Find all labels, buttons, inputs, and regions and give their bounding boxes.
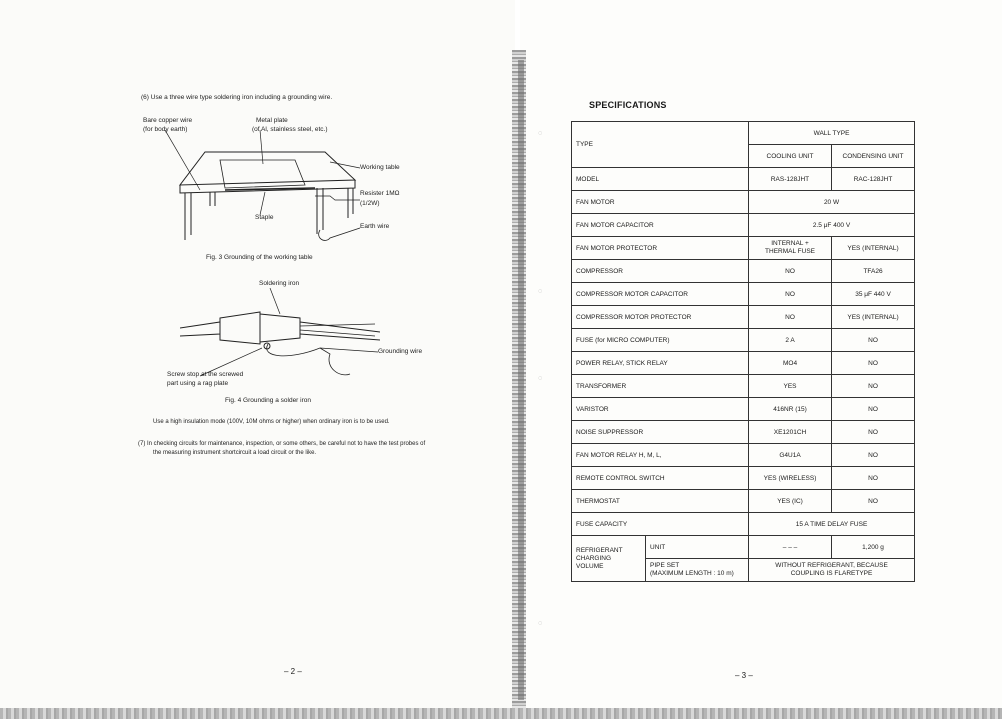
- table-row: [572, 191, 915, 214]
- fig3-label-resistor: Resister 1MΩ: [360, 190, 400, 197]
- fig3-label-metal-type: (of Al, stainless steel, etc.): [252, 126, 328, 133]
- fig3-label-body-earth: (for body earth): [143, 126, 188, 133]
- item-7-line-1: (7) In checking circuits for maintenance, inspection, or some others, be careful not to have the test probes of: [138, 441, 426, 447]
- table-row: [572, 467, 915, 490]
- header-wall-type: WALL TYPE: [749, 122, 915, 145]
- cell-line: INTERNAL +: [771, 240, 809, 247]
- item-7-line-2: the measuring instrument shortcircuit a load circuit or the like.: [153, 450, 317, 456]
- cell-condensing: NO: [832, 352, 915, 375]
- cell-condensing: YES (INTERNAL): [832, 237, 915, 260]
- row-label: FUSE CAPACITY: [572, 513, 749, 536]
- header-cooling-unit: COOLING UNIT: [749, 145, 832, 168]
- book-gutter-shadow: [518, 60, 524, 700]
- cell-condensing: YES (INTERNAL): [832, 306, 915, 329]
- table-row: [572, 306, 915, 329]
- header-type: TYPE: [572, 122, 749, 168]
- row-label: COMPRESSOR: [572, 260, 749, 283]
- binding-hole-mark: ◌: [538, 288, 543, 295]
- table-row: [572, 329, 915, 352]
- fig3-label-staple: Staple: [255, 214, 274, 221]
- cell-condensing: TFA26: [832, 260, 915, 283]
- fig4-soldering-iron-drawing: [180, 288, 380, 388]
- table-row: [572, 444, 915, 467]
- table-row: [572, 375, 915, 398]
- cell-cooling: NO: [749, 283, 832, 306]
- cell-cooling: 2 A: [749, 329, 832, 352]
- cell-line: (MAXIMUM LENGTH : 10 m): [650, 570, 734, 577]
- fig4-label-soldering-iron: Soldering iron: [259, 280, 300, 287]
- row-label: NOISE SUPPRESSOR: [572, 421, 749, 444]
- row-label: FUSE (for MICRO COMPUTER): [572, 329, 749, 352]
- cell-condensing: NO: [832, 444, 915, 467]
- cell-cooling: 416NR (15): [749, 398, 832, 421]
- row-label: MODEL: [572, 168, 749, 191]
- row-label: FAN MOTOR: [572, 191, 749, 214]
- cell-cooling: YES: [749, 375, 832, 398]
- fig3-caption: Fig. 3 Grounding of the working table: [206, 254, 313, 261]
- fig3-label-working-table: Working table: [360, 164, 400, 171]
- cell-line: CHARGING: [576, 554, 612, 562]
- header-condensing-unit: CONDENSING UNIT: [832, 145, 915, 168]
- row-label: THERMOSTAT: [572, 490, 749, 513]
- fig4-label-screw-stop: Screw stop at the screwed: [167, 371, 244, 378]
- cell-condensing: NO: [832, 467, 915, 490]
- cell-condensing: 1,200 g: [832, 536, 915, 559]
- item-6-text: (6) Use a three wire type soldering iron including a grounding wire.: [141, 94, 333, 101]
- fig3-label-resistor-watt: (1/2W): [360, 200, 380, 207]
- cell-cooling: RAS-128JHT: [749, 168, 832, 191]
- cell-cooling: [749, 237, 832, 260]
- cell-condensing: 35 μF 440 V: [832, 283, 915, 306]
- table-row: [572, 421, 915, 444]
- fig3-working-table-drawing: [165, 130, 365, 250]
- insulation-note: Use a high insulation mode (100V, 10M ohms or higher) when ordinary iron is to be used.: [153, 419, 390, 425]
- cell-cooling: – – –: [749, 536, 832, 559]
- table-row: [572, 283, 915, 306]
- cell-cooling: YES (WIRELESS): [749, 467, 832, 490]
- table-row: [572, 122, 915, 145]
- table-row: [572, 237, 915, 260]
- cell-condensing: NO: [832, 398, 915, 421]
- cell-condensing: NO: [832, 375, 915, 398]
- table-row: [572, 168, 915, 191]
- cell-cooling: MO4: [749, 352, 832, 375]
- fig4-label-grounding-wire: Grounding wire: [378, 348, 423, 355]
- right-page-number: – 3 –: [735, 671, 753, 680]
- specifications-table: [571, 121, 915, 582]
- binding-hole-mark: ◌: [538, 620, 543, 627]
- row-label: VARISTOR: [572, 398, 749, 421]
- table-row: [572, 513, 915, 536]
- cell-line: REFRIGERANT: [576, 546, 623, 554]
- fig4-label-rag-plate: part using a rag plate: [167, 380, 229, 387]
- row-label: FAN MOTOR RELAY H, M, L,: [572, 444, 749, 467]
- cell-merged: [749, 559, 915, 582]
- table-row: [572, 260, 915, 283]
- table-row: [572, 398, 915, 421]
- table-row: [572, 536, 915, 559]
- refrigerant-unit-label: UNIT: [646, 536, 749, 559]
- fig3-label-earth-wire: Earth wire: [360, 223, 390, 230]
- cell-merged: 2.5 μF 400 V: [749, 214, 915, 237]
- fig4-caption: Fig. 4 Grounding a solder iron: [225, 397, 311, 404]
- refrigerant-label: [572, 536, 646, 582]
- cell-line: WITHOUT REFRIGERANT, BECAUSE: [775, 562, 888, 569]
- row-label: FAN MOTOR PROTECTOR: [572, 237, 749, 260]
- row-label: TRANSFORMER: [572, 375, 749, 398]
- cell-cooling: NO: [749, 260, 832, 283]
- cell-condensing: NO: [832, 329, 915, 352]
- table-row: [572, 214, 915, 237]
- binding-hole-mark: ◌: [538, 130, 543, 137]
- specifications-title: SPECIFICATIONS: [589, 100, 667, 110]
- cell-line: COUPLING IS FLARETYPE: [790, 570, 873, 577]
- left-page-number: – 2 –: [284, 667, 302, 676]
- cell-cooling: NO: [749, 306, 832, 329]
- scan-edge-strip: [0, 708, 1002, 719]
- row-label: REMOTE CONTROL SWITCH: [572, 467, 749, 490]
- row-label: COMPRESSOR MOTOR PROTECTOR: [572, 306, 749, 329]
- row-label: COMPRESSOR MOTOR CAPACITOR: [572, 283, 749, 306]
- cell-line: THERMAL FUSE: [765, 248, 815, 255]
- cell-condensing: NO: [832, 490, 915, 513]
- row-label: POWER RELAY, STICK RELAY: [572, 352, 749, 375]
- cell-merged: 20 W: [749, 191, 915, 214]
- fig3-label-bare-copper: Bare copper wire: [143, 117, 193, 124]
- table-row: [572, 352, 915, 375]
- cell-condensing: NO: [832, 421, 915, 444]
- cell-cooling: YES (IC): [749, 490, 832, 513]
- cell-merged: 15 A TIME DELAY FUSE: [749, 513, 915, 536]
- row-label: FAN MOTOR CAPACITOR: [572, 214, 749, 237]
- cell-cooling: XE1201CH: [749, 421, 832, 444]
- cell-line: PIPE SET: [650, 562, 680, 569]
- cell-cooling: G4U1A: [749, 444, 832, 467]
- fig3-label-metal-plate: Metal plate: [256, 117, 288, 124]
- cell-condensing: RAC-128JHT: [832, 168, 915, 191]
- cell-line: VOLUME: [576, 562, 604, 570]
- refrigerant-pipe-label: [646, 559, 749, 582]
- binding-hole-mark: ◌: [538, 375, 543, 382]
- table-row: [572, 490, 915, 513]
